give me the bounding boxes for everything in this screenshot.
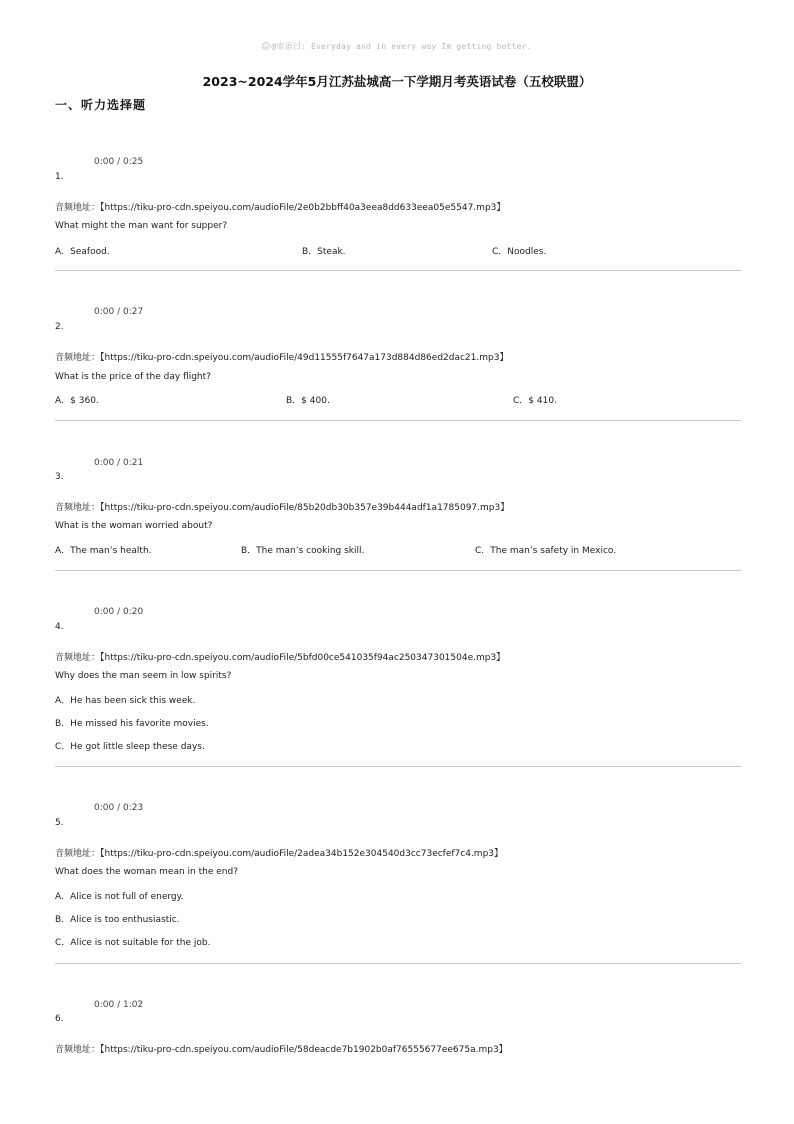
audio-player-time[interactable]: 0:00 / 0:20	[94, 607, 144, 617]
option-c[interactable]: C．Alice is not suitable for the job.	[55, 938, 211, 948]
option-b[interactable]: B．Alice is too enthusiastic.	[55, 915, 180, 925]
smile-icon	[262, 42, 270, 51]
question-number: 3.	[55, 472, 64, 482]
question-block	[55, 307, 741, 421]
audio-player-time[interactable]: 0:00 / 0:23	[94, 803, 144, 813]
option-c[interactable]: C．He got little sleep these days.	[55, 742, 205, 752]
audio-url[interactable]: 音频地址：【https://tiku-pro-cdn.speiyou.com/audioFile/85b20db30b357e39b444adf1a1785097.mp3】	[55, 503, 510, 513]
option-c[interactable]: C．The man’s safety in Mexico.	[475, 546, 617, 556]
question-stem: What is the price of the day flight?	[55, 372, 211, 382]
audio-player-time[interactable]: 0:00 / 0:25	[94, 157, 144, 167]
audio-url[interactable]: 音频地址：【https://tiku-pro-cdn.speiyou.com/audioFile/2adea34b152e304540d3cc73ecfef7c4.mp3】	[55, 849, 504, 859]
divider	[55, 420, 741, 421]
question-stem: What might the man want for supper?	[55, 221, 228, 231]
page-title: 2023~2024学年5月江苏盐城高一下学期月考英语试卷（五校联盟）	[202, 74, 592, 89]
option-b[interactable]: B．$ 400.	[286, 396, 330, 406]
question-stem: What is the woman worried about?	[55, 521, 213, 531]
question-block	[55, 803, 741, 964]
question-block	[55, 458, 741, 571]
audio-url[interactable]: 音频地址：【https://tiku-pro-cdn.speiyou.com/audioFile/2e0b2bbff40a3eea8dd633eea05e5547.mp3】	[55, 203, 506, 213]
question-number: 1.	[55, 172, 64, 182]
audio-url[interactable]: 音频地址：【https://tiku-pro-cdn.speiyou.com/audioFile/49d11555f7647a173d884d86ed2dac21.mp3】	[55, 353, 509, 363]
divider	[55, 766, 741, 767]
option-a[interactable]: A．Seafood.	[55, 247, 110, 257]
audio-player-time[interactable]: 0:00 / 1:02	[94, 1000, 144, 1010]
option-a[interactable]: A．Alice is not full of energy.	[55, 892, 184, 902]
divider	[55, 570, 741, 571]
watermark-text: @寄语曰: Everyday and in every way Im getting better.	[271, 42, 532, 51]
question-stem: What does the woman mean in the end?	[55, 867, 238, 877]
question-number: 2.	[55, 322, 64, 332]
question-number: 4.	[55, 622, 64, 632]
audio-player-time[interactable]: 0:00 / 0:27	[94, 307, 144, 317]
watermark	[0, 41, 794, 52]
audio-url[interactable]: 音频地址：【https://tiku-pro-cdn.speiyou.com/audioFile/5bfd00ce541035f94ac250347301504e.mp3】	[55, 653, 506, 663]
audio-player-time[interactable]: 0:00 / 0:21	[94, 458, 144, 468]
option-c[interactable]: C．Noodles.	[492, 247, 547, 257]
question-block	[55, 607, 741, 767]
question-block	[55, 157, 741, 271]
divider	[55, 963, 741, 964]
audio-url[interactable]: 音频地址：【https://tiku-pro-cdn.speiyou.com/audioFile/58deacde7b1902b0af76555677ee675a.mp3】	[55, 1045, 508, 1055]
question-number: 5.	[55, 818, 64, 828]
option-b[interactable]: B．The man’s cooking skill.	[241, 546, 365, 556]
question-stem: Why does the man seem in low spirits?	[55, 671, 232, 681]
option-b[interactable]: B．Steak.	[302, 247, 346, 257]
question-number: 6.	[55, 1014, 64, 1024]
option-c[interactable]: C．$ 410.	[513, 396, 557, 406]
option-a[interactable]: A．$ 360.	[55, 396, 99, 406]
option-a[interactable]: A．He has been sick this week.	[55, 696, 196, 706]
divider	[55, 270, 741, 271]
question-block	[55, 1000, 741, 1060]
option-a[interactable]: A．The man’s health.	[55, 546, 152, 556]
option-b[interactable]: B．He missed his favorite movies.	[55, 719, 209, 729]
section-heading: 一、听力选择题	[55, 98, 147, 112]
